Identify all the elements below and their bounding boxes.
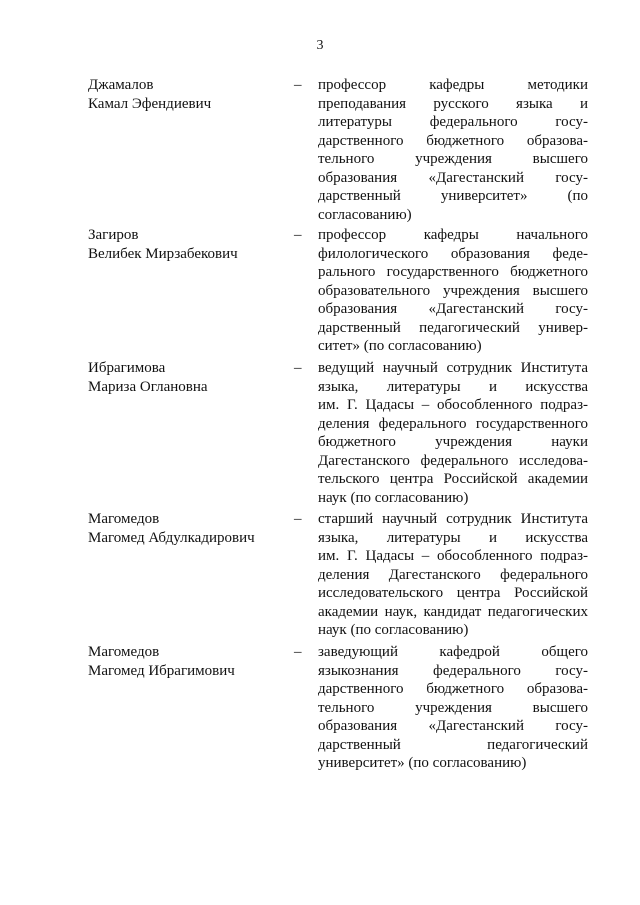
separator-dash: – [294, 227, 302, 243]
separator-dash: – [294, 360, 302, 376]
position-line: образования «Дагестанский госу- [318, 169, 588, 186]
position-line: дарственного бюджетного образова- [318, 132, 588, 149]
position-line: исследовательского центра Российской [318, 585, 588, 601]
position-line: филологического образования феде- [318, 245, 588, 262]
member-position [318, 510, 588, 640]
position-line: университет» (по согласованию) [318, 755, 527, 771]
position-line: им. Г. Цадасы – обособленного подраз- [318, 397, 588, 413]
position-line: тельского центра Российской академии [318, 471, 588, 487]
position-line: языкознания федерального госу- [318, 662, 588, 679]
member-name [88, 643, 288, 680]
position-line: профессор кафедры методики [318, 77, 588, 93]
position-line: академии наук, кандидат педагогических [318, 603, 588, 620]
separator-dash: – [294, 77, 302, 93]
member-given-name: Мариза Оглановна [88, 378, 208, 395]
position-line: деления Дагестанского федерального [318, 566, 588, 583]
position-line: рального государственного бюджетного [318, 264, 588, 280]
position-line: языка, литературы и искусства [318, 378, 588, 395]
member-surname: Магомедов [88, 644, 160, 660]
position-line: заведующий кафедрой общего [318, 644, 588, 660]
position-line: профессор кафедры начального [318, 227, 588, 243]
member-surname: Магомедов [88, 511, 160, 527]
position-line: ведущий научный сотрудник Института [318, 360, 588, 376]
position-line: наук (по согласованию) [318, 489, 469, 506]
position-line: дарственный университет» (по [318, 188, 588, 204]
position-line: им. Г. Цадасы – обособленного подраз- [318, 548, 588, 564]
member-name [88, 76, 288, 113]
position-line: ситет» (по согласованию) [318, 338, 482, 354]
page-number: 3 [316, 38, 324, 53]
member-surname: Джамалов [88, 77, 154, 93]
position-line: образования «Дагестанский госу- [318, 718, 588, 734]
member-position [318, 76, 588, 224]
member-name [88, 359, 288, 396]
position-line: дарственного бюджетного образова- [318, 681, 588, 697]
member-surname: Ибрагимова [88, 360, 166, 376]
position-line: образования «Дагестанский госу- [318, 301, 588, 317]
member-given-name: Велибек Мирзабекович [88, 245, 238, 262]
separator-dash: – [294, 644, 302, 660]
position-line: языка, литературы и искусства [318, 529, 588, 546]
member-given-name: Магомед Ибрагимович [88, 662, 235, 679]
member-name [88, 510, 288, 547]
member-position [318, 359, 588, 507]
position-line: бюджетного учреждения науки [318, 434, 588, 450]
position-line: старший научный сотрудник Института [318, 511, 588, 527]
separator-dash: – [294, 511, 302, 527]
position-line: тельного учреждения высшего [318, 699, 588, 716]
position-line: дарственный педагогический [318, 736, 588, 753]
member-given-name: Магомед Абдулкадирович [88, 529, 255, 546]
position-line: наук (по согласованию) [318, 622, 469, 638]
position-line: дарственный педагогический универ- [318, 319, 588, 336]
position-line: литературы федерального госу- [318, 114, 588, 130]
member-surname: Загиров [88, 227, 139, 243]
position-line: деления федерального государственного [318, 415, 588, 432]
position-line: согласованию) [318, 206, 412, 223]
member-name [88, 226, 288, 263]
position-line: образовательного учреждения высшего [318, 282, 588, 299]
position-line: преподавания русского языка и [318, 95, 588, 112]
member-position [318, 226, 588, 356]
position-line: тельного учреждения высшего [318, 151, 588, 167]
member-given-name: Камал Эфендиевич [88, 95, 212, 112]
position-line: Дагестанского федерального исследова- [318, 452, 588, 469]
member-position [318, 643, 588, 773]
